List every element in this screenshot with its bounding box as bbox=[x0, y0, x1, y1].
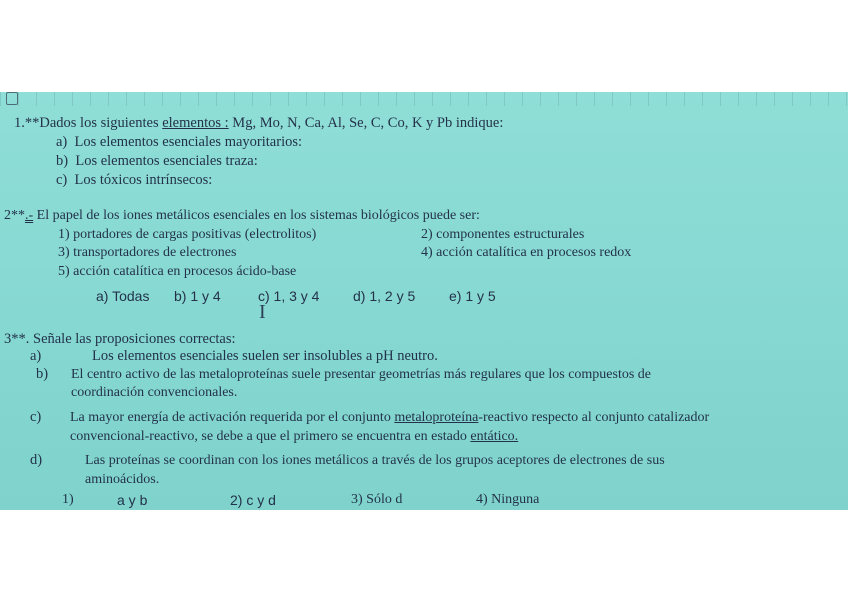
question-3-d-letter: d) bbox=[30, 452, 43, 468]
question-2-item-3: 3) transportadores de electrones bbox=[58, 245, 237, 260]
question-2-option-d: d) 1, 2 y 5 bbox=[353, 288, 416, 304]
question-2-item-5: 5) acción catalítica en procesos ácido-base bbox=[58, 264, 297, 279]
text-part: convencional-reactivo, se debe a que el primero se encuentra en estado bbox=[70, 429, 471, 444]
question-3-option-1-text: a y b bbox=[117, 492, 148, 508]
question-3-c-line1 bbox=[70, 409, 709, 426]
question-2-option-a: a) Todas bbox=[96, 288, 150, 304]
question-1-number: 1.** bbox=[14, 115, 40, 131]
projected-slide bbox=[0, 92, 848, 510]
question-3-c-line2 bbox=[70, 428, 518, 445]
question-3-c-letter: c) bbox=[30, 409, 42, 425]
question-3-d-line1: Las proteínas se coordinan con los iones metálicos a través de los grupos aceptores de electrones de sus bbox=[85, 453, 665, 468]
question-2-item-4: 4) acción catalítica en procesos redox bbox=[421, 245, 632, 260]
question-2-number: 2** bbox=[4, 208, 25, 223]
question-1-stem bbox=[14, 115, 503, 132]
question-2-stem bbox=[4, 207, 480, 224]
question-1-underlined: elementos : bbox=[162, 115, 229, 131]
question-1-item-b bbox=[56, 153, 258, 170]
question-2-option-b: b) 1 y 4 bbox=[174, 288, 221, 304]
item-text: Los elementos esenciales traza: bbox=[75, 153, 258, 169]
question-2-item-1: 1) portadores de cargas positivas (electrolitos) bbox=[58, 227, 317, 242]
question-3-a-letter: a) bbox=[30, 348, 42, 364]
question-3-option-1: 1) bbox=[62, 492, 74, 507]
question-1-item-a bbox=[56, 134, 302, 151]
text-part: -reactivo respecto al conjunto catalizador bbox=[478, 410, 710, 425]
question-2-item-2: 2) componentes estructurales bbox=[421, 227, 585, 242]
question-3-option-3: 3) Sólo d bbox=[351, 492, 403, 507]
question-2-option-c: c) 1, 3 y 4 bbox=[258, 288, 320, 304]
question-1-item-c bbox=[56, 172, 212, 189]
item-text: Los elementos esenciales mayoritarios: bbox=[74, 134, 303, 150]
question-3-a-text: Los elementos esenciales suelen ser insolubles a pH neutro. bbox=[92, 348, 438, 364]
question-3-number: 3**. bbox=[4, 331, 30, 347]
question-3-b-line1: El centro activo de las metaloproteínas suele presentar geometrías más regulares que los compuestos de bbox=[71, 367, 652, 382]
item-letter: b) bbox=[56, 153, 69, 169]
question-3-b-letter: b) bbox=[36, 366, 49, 382]
question-1-text-b: Mg, Mo, N, Ca, Al, Se, C, Co, K y Pb indique: bbox=[228, 115, 504, 131]
underlined-term: entático. bbox=[470, 429, 519, 444]
item-letter: a) bbox=[56, 134, 68, 150]
question-2-option-e: e) 1 y 5 bbox=[449, 288, 496, 304]
question-3-option-4: 4) Ninguna bbox=[476, 492, 540, 507]
question-1-text-a: Dados los siguientes bbox=[39, 115, 163, 131]
ruler-bar bbox=[0, 92, 848, 106]
handwritten-mark: I bbox=[259, 301, 266, 323]
question-3-option-2: 2) c y d bbox=[230, 492, 276, 508]
text-part: La mayor energía de activación requerida por el conjunto bbox=[70, 410, 395, 425]
question-3-b-line2: coordinación convencionales. bbox=[71, 385, 238, 400]
question-3-text: Señale las proposiciones correctas: bbox=[29, 331, 236, 347]
question-2-separator: .- bbox=[25, 208, 34, 223]
lock-icon bbox=[6, 92, 18, 105]
question-2-text: El papel de los iones metálicos esenciales en los sistemas biológicos puede ser: bbox=[33, 208, 480, 223]
item-text: Los tóxicos intrínsecos: bbox=[74, 172, 213, 188]
question-3-d-line2: aminoácidos. bbox=[85, 472, 160, 487]
question-3-stem bbox=[4, 331, 236, 348]
underlined-term: metaloproteína bbox=[394, 410, 479, 425]
item-letter: c) bbox=[56, 172, 68, 188]
